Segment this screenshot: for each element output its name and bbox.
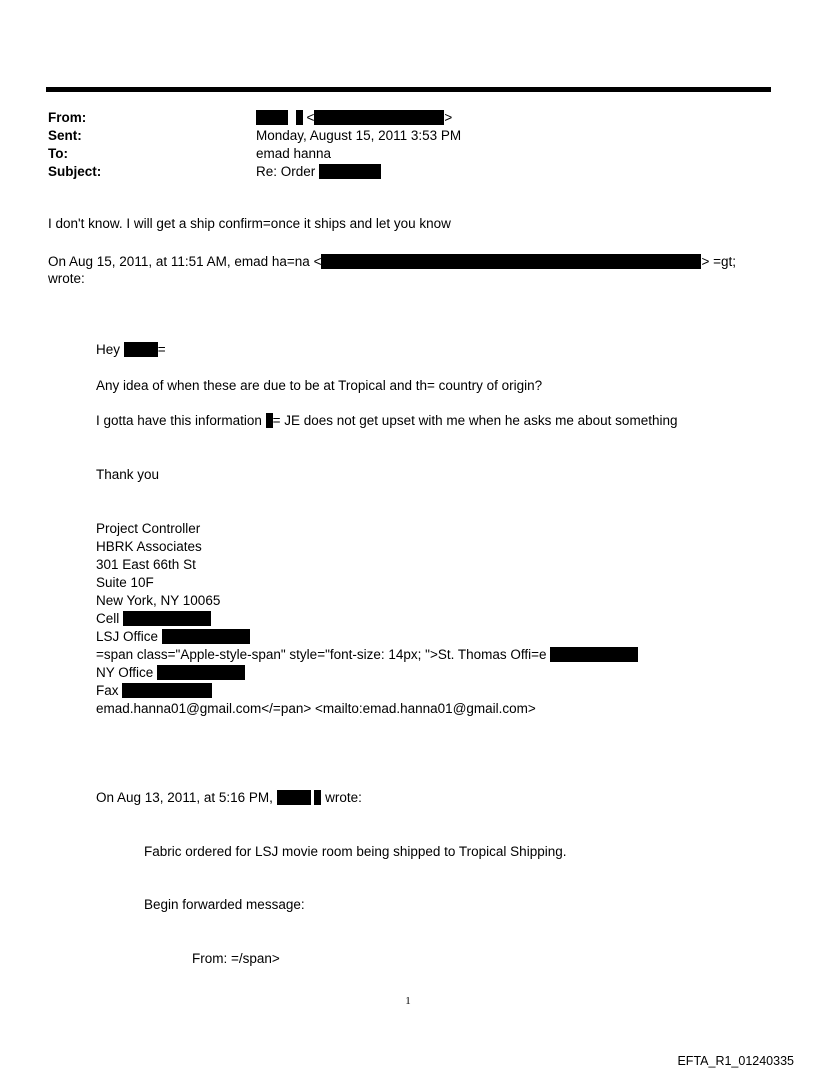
subject-value [256, 163, 381, 181]
quote1-intro-b: > =gt; [701, 254, 736, 269]
begin-forwarded: Begin forwarded message: [144, 897, 305, 912]
sig-fax-label: Fax [96, 683, 119, 698]
sig-street: 301 East 66th St [96, 557, 196, 572]
quote1-intro-wrote: wrote: [48, 271, 85, 286]
quote2-intro-b: wrote: [325, 790, 362, 805]
redaction [124, 342, 158, 357]
sig-ny [96, 664, 245, 682]
thanks: Thank you [96, 467, 160, 482]
redaction [162, 629, 250, 644]
fabric-text: Fabric ordered for LSJ movie room being shipped to Tropical Shipping. [144, 844, 567, 859]
greeting-text: Hey [96, 342, 121, 357]
sig-st-thomas [96, 646, 638, 664]
sig-title: Project Controller [96, 521, 201, 536]
greeting [96, 341, 166, 359]
reply-text: I don't know. I will get a ship confirm=once it ships and let you know [48, 216, 451, 231]
redaction [266, 413, 273, 428]
redaction [319, 164, 381, 179]
sig-ny-label: NY Office [96, 665, 154, 680]
from-row [48, 109, 748, 127]
subject-text: Re: Order [256, 164, 316, 179]
redaction [277, 790, 311, 805]
sig-st-thomas-label: =span class="Apple-style-span" style="font-size: 14px; ">St. Thomas Offi=e [96, 647, 547, 662]
to-row [48, 145, 748, 163]
from-label: From: [48, 110, 87, 125]
page-number: 1 [405, 995, 411, 1007]
sig-lsj [96, 628, 250, 646]
redaction [314, 790, 321, 805]
to-value: emad hanna [256, 146, 332, 161]
greeting-suffix: = [157, 342, 166, 357]
redaction [157, 665, 245, 680]
sig-lsj-label: LSJ Office [96, 629, 159, 644]
forwarded-from: From: =/span> [192, 951, 280, 966]
sent-label: Sent: [48, 128, 82, 143]
redaction [550, 647, 638, 662]
sig-fax [96, 682, 212, 700]
redaction [123, 611, 211, 626]
sig-cell [96, 610, 211, 628]
question-1: Any idea of when these are due to be at Tropical and th= country of origin? [96, 378, 543, 393]
quote2-intro [96, 789, 362, 807]
sig-company: HBRK Associates [96, 539, 202, 554]
header-rule [46, 87, 771, 92]
redaction [314, 110, 444, 125]
document-id: EFTA_R1_01240335 [677, 1054, 794, 1068]
redaction [321, 254, 701, 269]
subject-row [48, 163, 748, 181]
from-close-bracket: > [444, 110, 453, 125]
subject-label: Subject: [48, 164, 102, 179]
sent-row [48, 127, 748, 145]
from-value [256, 109, 452, 127]
question-2 [96, 412, 677, 430]
question-2-b: = JE does not get upset with me when he asks me about something [272, 413, 678, 428]
sig-cell-label: Cell [96, 611, 120, 626]
sig-city: New York, NY 10065 [96, 593, 221, 608]
redaction [256, 110, 288, 125]
sig-suite: Suite 10F [96, 575, 154, 590]
sig-email: emad.hanna01@gmail.com</=pan> <mailto:emad.hanna01@gmail.com> [96, 701, 536, 716]
quote1-intro-a: On Aug 15, 2011, at 11:51 AM, emad ha=na < [48, 254, 322, 269]
redaction [122, 683, 212, 698]
from-open-bracket: < [306, 110, 315, 125]
email-header [48, 109, 748, 181]
quote2-intro-a: On Aug 13, 2011, at 5:16 PM, [96, 790, 273, 805]
quote1-intro [48, 253, 736, 271]
question-2-a: I gotta have this information [96, 413, 262, 428]
redaction [296, 110, 303, 125]
to-label: To: [48, 146, 68, 161]
sent-value: Monday, August 15, 2011 3:53 PM [256, 128, 462, 143]
